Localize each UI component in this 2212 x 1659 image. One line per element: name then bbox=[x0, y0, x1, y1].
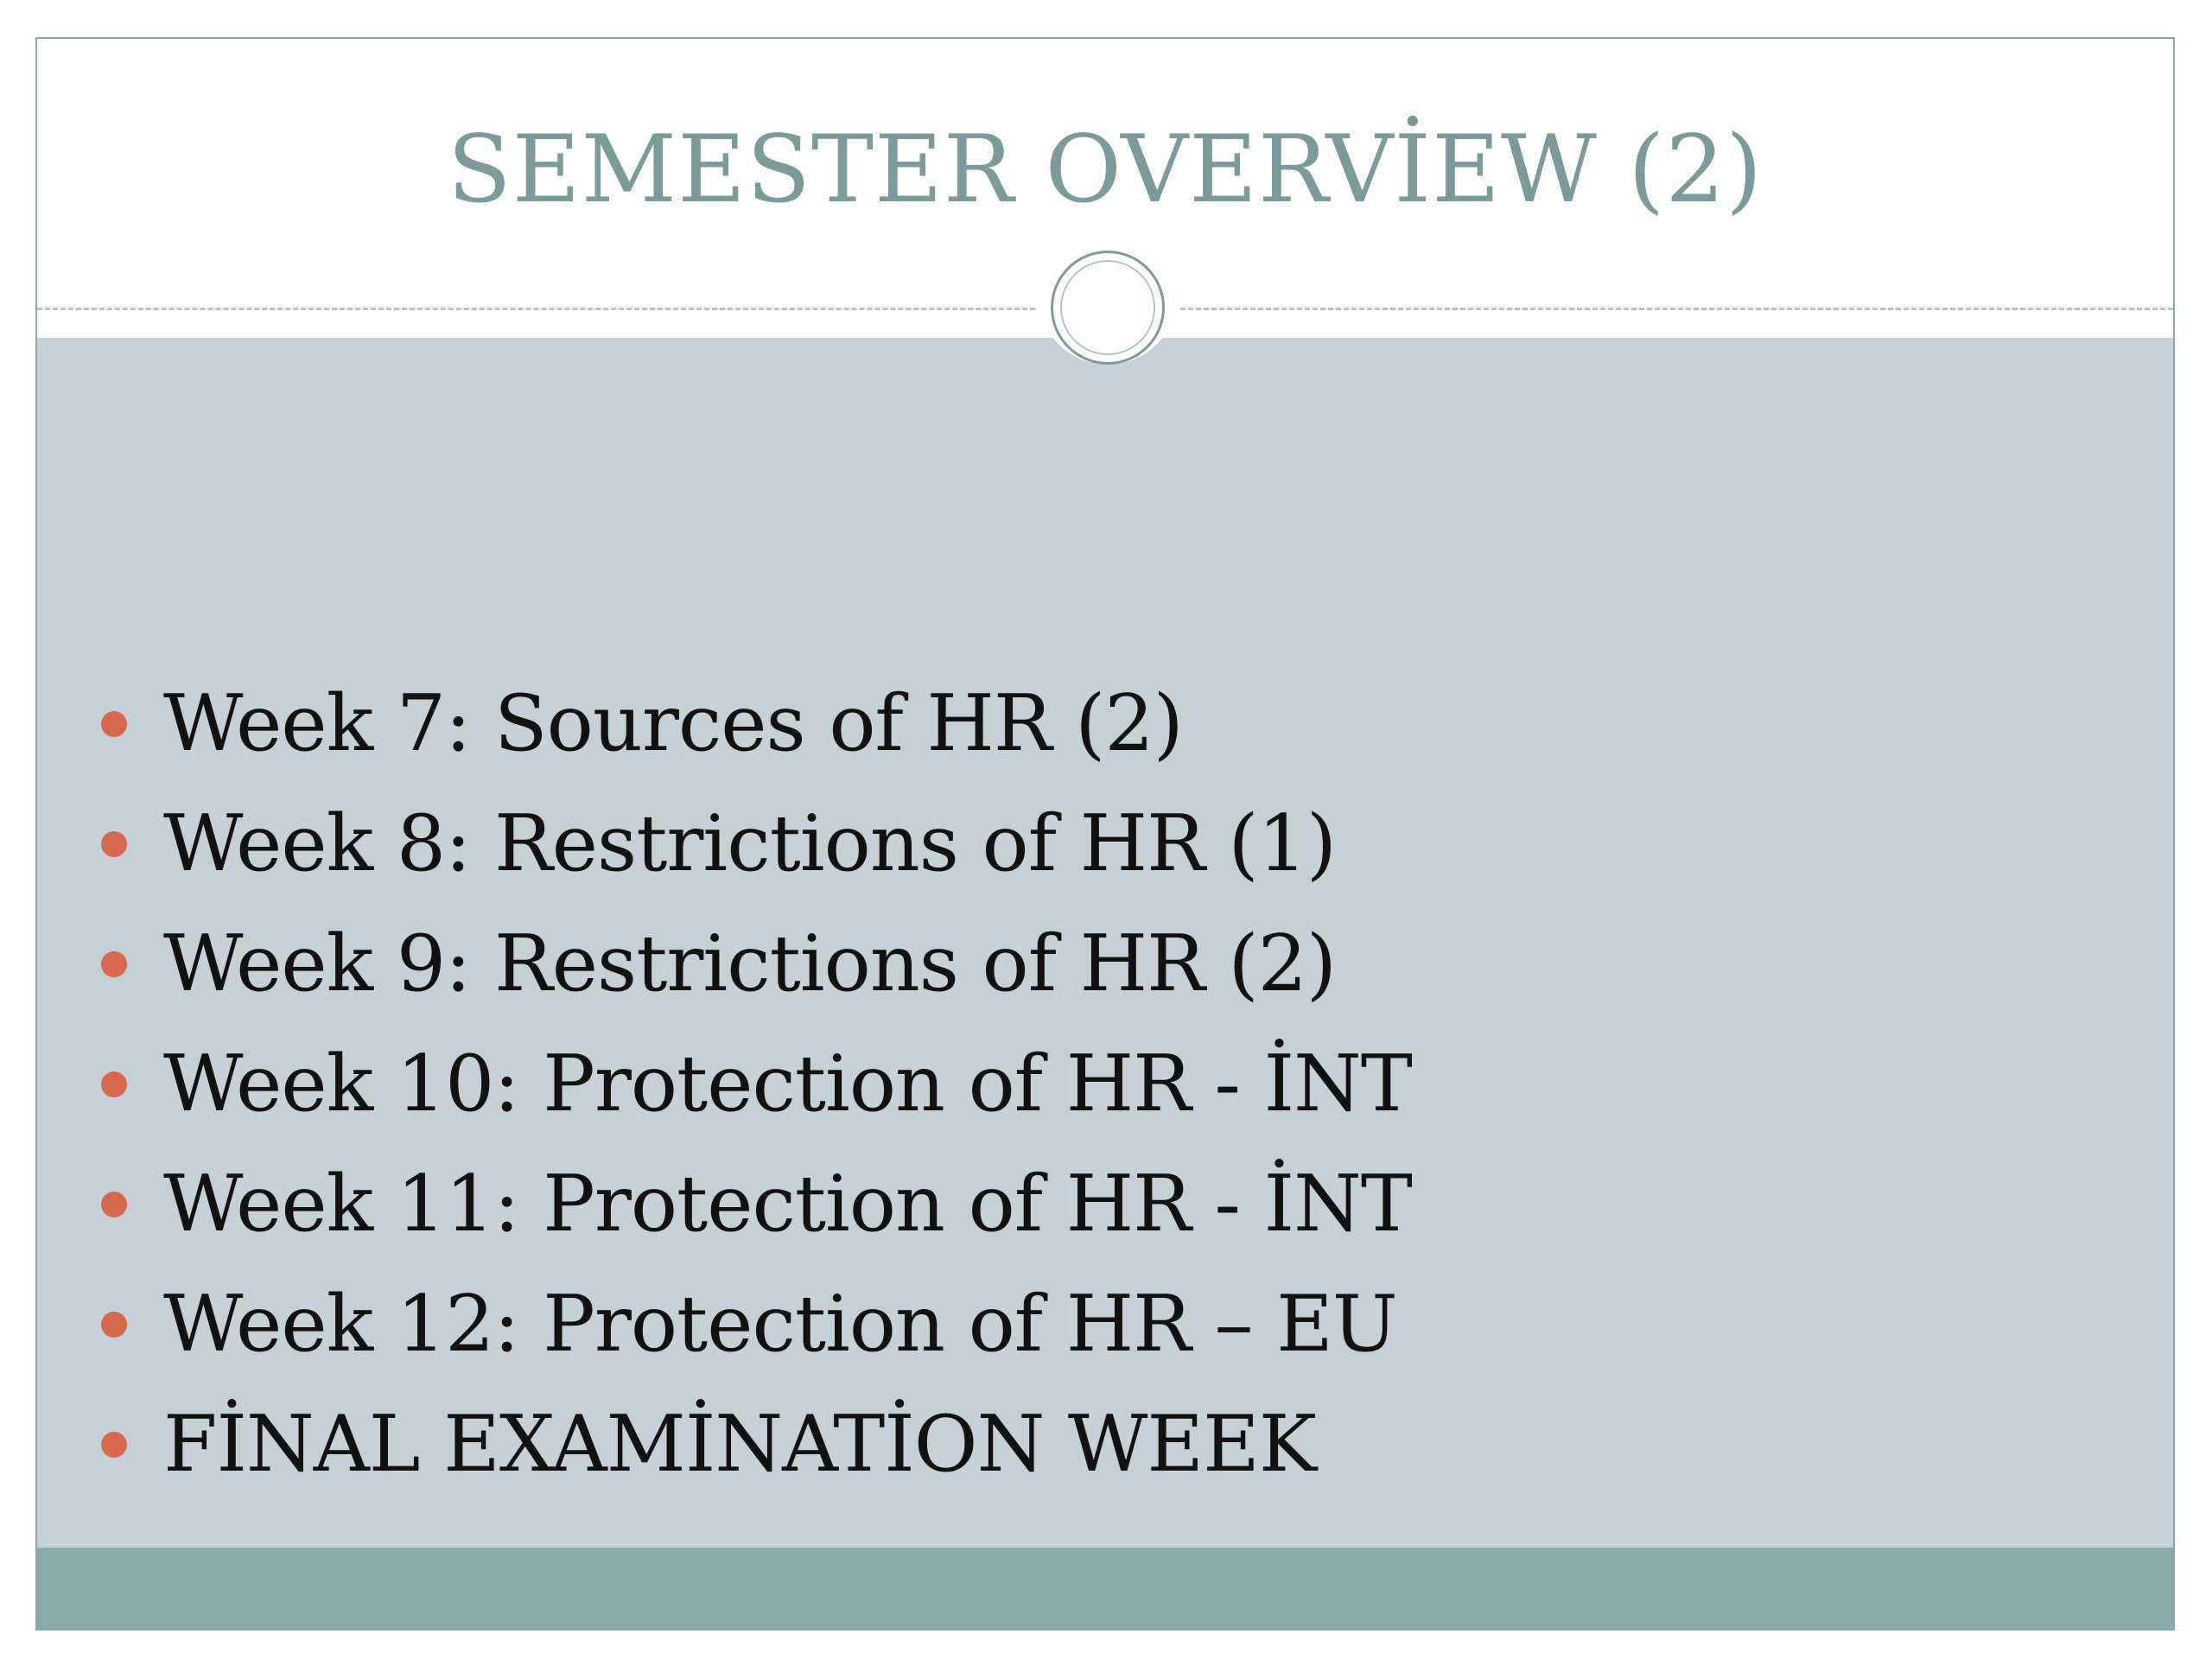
bullet-dot-icon bbox=[101, 951, 127, 977]
bullet-dot-icon bbox=[101, 1432, 127, 1458]
slide-title: SEMESTER OVERVİEW (2) bbox=[447, 116, 1764, 224]
slide-content-area bbox=[37, 338, 2173, 1548]
bullet-dot-icon bbox=[101, 1192, 127, 1217]
footer-band bbox=[37, 1548, 2173, 1629]
bullet-dot-icon bbox=[101, 1071, 127, 1097]
header-divider-left bbox=[37, 308, 1035, 310]
bullet-dot-icon bbox=[101, 1312, 127, 1338]
bullet-text: Week 12: Protection of HR – EU bbox=[163, 1279, 1397, 1370]
circle-ornament-inner bbox=[1060, 260, 1155, 355]
circle-ornament-icon bbox=[1051, 251, 1165, 365]
bullet-text: Week 8: Restrictions of HR (1) bbox=[163, 798, 1336, 889]
slide bbox=[35, 37, 2175, 1630]
bullet-dot-icon bbox=[101, 831, 127, 857]
bullet-text: Week 7: Sources of HR (2) bbox=[163, 678, 1183, 769]
bullet-text: FİNAL EXAMİNATİON WEEK bbox=[163, 1399, 1317, 1490]
bullet-text: Week 9: Restrictions of HR (2) bbox=[163, 918, 1336, 1009]
bullet-text: Week 10: Protection of HR - İNT bbox=[163, 1039, 1412, 1129]
bullet-text: Week 11: Protection of HR - İNT bbox=[163, 1159, 1412, 1249]
bullet-dot-icon bbox=[101, 711, 127, 737]
header-divider-right bbox=[1180, 308, 2173, 310]
